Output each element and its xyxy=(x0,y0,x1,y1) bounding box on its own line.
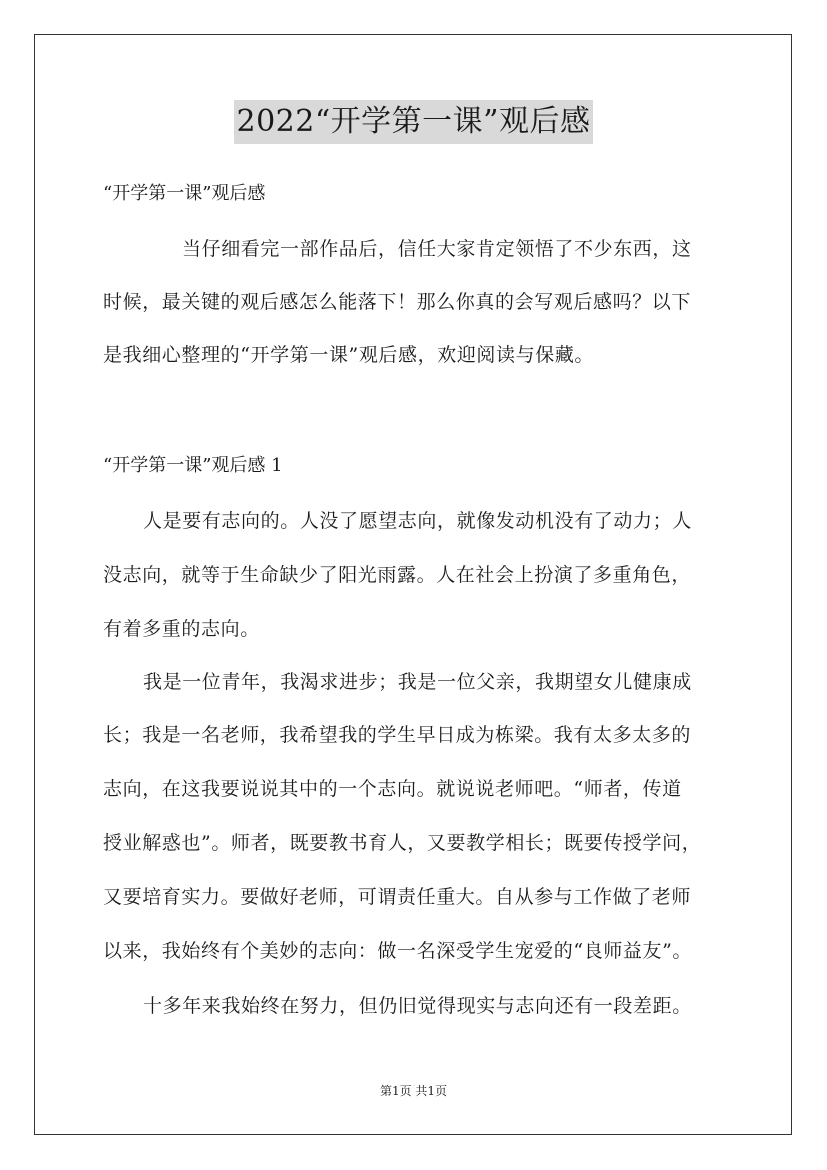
paragraph2-line-5: 又要培育实力。要做好老师，可谓责任重大。自从参与工作做了老师 xyxy=(103,886,692,908)
document-subtitle: “开学第一课”观后感 xyxy=(103,183,266,204)
section-heading: “开学第一课”观后感 1 xyxy=(103,455,283,476)
page-footer: 第1页 共1页 xyxy=(379,1084,448,1098)
intro-line-1: 当仔细看完一部作品后，信任大家肯定领悟了不少东西，这 xyxy=(182,238,692,260)
paragraph2-line-4: 授业解惑也”。师者，既要教书育人，又要教学相长；既要传授学问， xyxy=(103,832,702,854)
paragraph2-line-1: 我是一位青年，我渴求进步；我是一位父亲，我期望女儿健康成 xyxy=(143,671,692,693)
paragraph1-line-2: 没志向，就等于生命缺少了阳光雨露。人在社会上扮演了多重角色， xyxy=(103,564,692,586)
paragraph1-line-3: 有着多重的志向。 xyxy=(103,618,260,640)
document-title: 2022“开学第一课”观后感 xyxy=(234,100,592,144)
paragraph3-line-1: 十多年来我始终在努力，但仍旧觉得现实与志向还有一段差距。 xyxy=(143,995,692,1017)
paragraph2-line-2: 长；我是一名老师，我希望我的学生早日成为栋梁。我有太多太多的 xyxy=(103,724,692,746)
paragraph1-line-1: 人是要有志向的。人没了愿望志向，就像发动机没有了动力；人 xyxy=(143,510,692,532)
intro-line-3: 是我细心整理的“开学第一课”观后感，欢迎阅读与保藏。 xyxy=(103,344,595,366)
paragraph2-line-3: 志向，在这我要说说其中的一个志向。就说说老师吧。“师者，传道 xyxy=(103,778,682,800)
title-container xyxy=(0,100,827,144)
paragraph2-line-6: 以来，我始终有个美妙的志向：做一名深受学生宠爱的“良师益友”。 xyxy=(103,940,693,962)
intro-line-2: 时候，最关键的观后感怎么能落下！那么你真的会写观后感吗？以下 xyxy=(103,291,692,313)
